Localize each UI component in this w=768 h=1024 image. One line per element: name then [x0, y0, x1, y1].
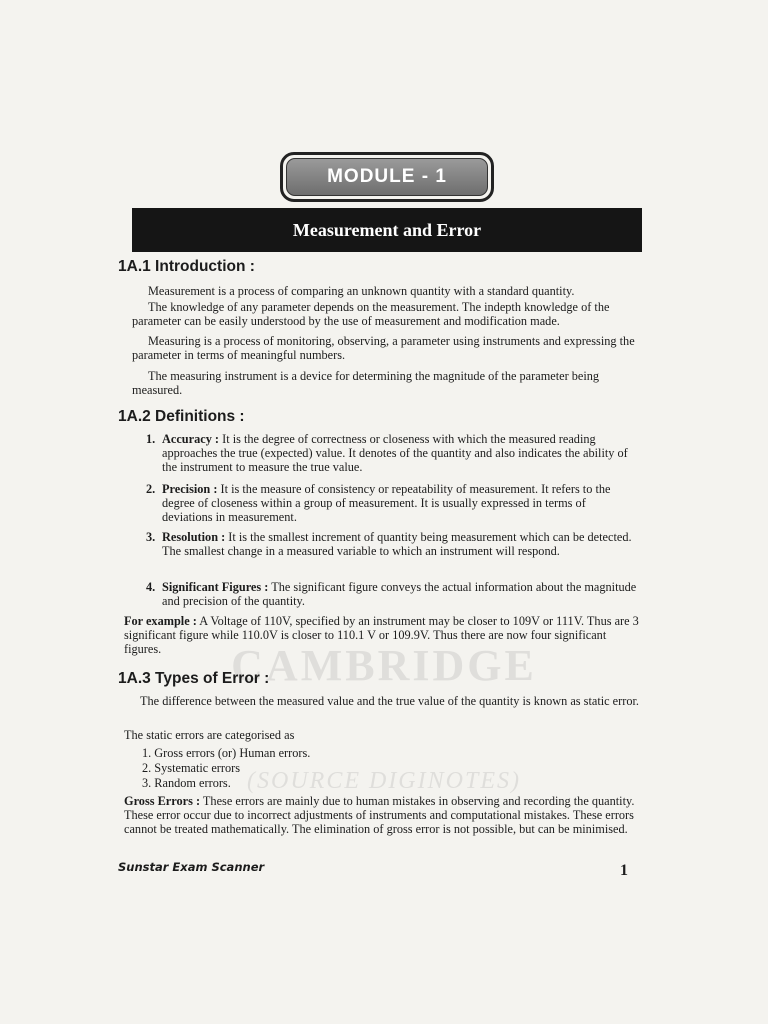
- module-title: MODULE - 1: [327, 166, 447, 187]
- definition-item: [146, 530, 638, 558]
- list-item: 3. Random errors.: [142, 776, 231, 790]
- definition-text: It is the degree of correctness or closeness with which the measured reading approaches the true (expected) value. It denotes of the quantity and also indicates the ability of the instrument to measure the true value.: [162, 432, 628, 474]
- example-text: A Voltage of 110V, specified by an instrument may be closer to 109V or 111V. Thus are 3 significant figure while 110.0V is closer to 110.1 V or 109.9V. Thus there are now four significant figures.: [124, 614, 639, 656]
- title-banner: [132, 208, 642, 252]
- definition-term: Accuracy :: [162, 432, 220, 446]
- types-categorised: The static errors are categorised as: [124, 728, 295, 742]
- types-heading: 1A.3 Types of Error :: [118, 670, 270, 687]
- definition-number: 1.: [146, 432, 156, 446]
- intro-heading: 1A.1 Introduction :: [118, 258, 255, 275]
- module-badge-inner: [286, 158, 488, 196]
- list-item: 1. Gross errors (or) Human errors.: [142, 746, 311, 760]
- watermark-source: (SOURCE DIGINOTES): [247, 768, 521, 794]
- error-types-list: [142, 746, 310, 791]
- list-item: 2. Systematic errors: [142, 761, 241, 775]
- definition-number: 4.: [146, 580, 156, 594]
- definition-text: It is the measure of consistency or repeatability of measurement. It refers to the degree of closeness within a group of measurement. It is usually expressed in terms of deviations in measurement.: [162, 482, 611, 524]
- banner-title: Measurement and Error: [292, 219, 482, 240]
- gross-errors-text: These errors are mainly due to human mistakes in observing and recording the quantity. These error occur due to incorrect adjustments of instruments and computational mistakes. These errors cannot be treated mathematically. The elimination of gross error is not possible, but can be minimised.: [124, 794, 635, 836]
- definition-text: The significant figure conveys the actual information about the magnitude and precision of the quantity.: [162, 580, 637, 608]
- gross-errors-paragraph: [124, 794, 638, 836]
- intro-paragraph-3: Measuring is a process of monitoring, observing, a parameter using instruments and expressing the parameter in terms of meaningful numbers.: [132, 334, 635, 362]
- definition-item: [146, 482, 638, 524]
- example-label: For example :: [124, 614, 197, 628]
- intro-paragraph-2: The knowledge of any parameter depends on the measurement. The indepth knowledge of the parameter can be easily understood by the use of measurement and modification made.: [132, 300, 610, 328]
- gross-errors-label: Gross Errors :: [124, 794, 201, 808]
- definition-term: Precision :: [162, 482, 218, 496]
- definition-term: Resolution :: [162, 530, 226, 544]
- module-badge: [280, 152, 494, 202]
- intro-paragraph-1: Measurement is a process of comparing an unknown quantity with a standard quantity.: [148, 284, 575, 298]
- types-intro: The difference between the measured value and the true value of the quantity is known as static error.: [140, 694, 639, 708]
- watermark-brand: CAMBRIDGE: [231, 641, 537, 690]
- scanner-mark: Sunstar Exam Scanner: [118, 860, 265, 874]
- example-paragraph: [124, 614, 640, 656]
- definition-number: 2.: [146, 482, 156, 496]
- definitions-heading: 1A.2 Definitions :: [118, 408, 245, 425]
- definition-term: Significant Figures :: [162, 580, 269, 594]
- definition-item: [146, 432, 638, 474]
- definition-number: 3.: [146, 530, 156, 544]
- page-number: 1: [620, 862, 628, 879]
- intro-paragraph-4: The measuring instrument is a device for determining the magnitude of the parameter being measured.: [132, 369, 600, 397]
- definition-item: [146, 580, 638, 608]
- definition-text: It is the smallest increment of quantity being measurement which can be detected. The smallest change in a measured variable to which an instrument will respond.: [162, 530, 632, 558]
